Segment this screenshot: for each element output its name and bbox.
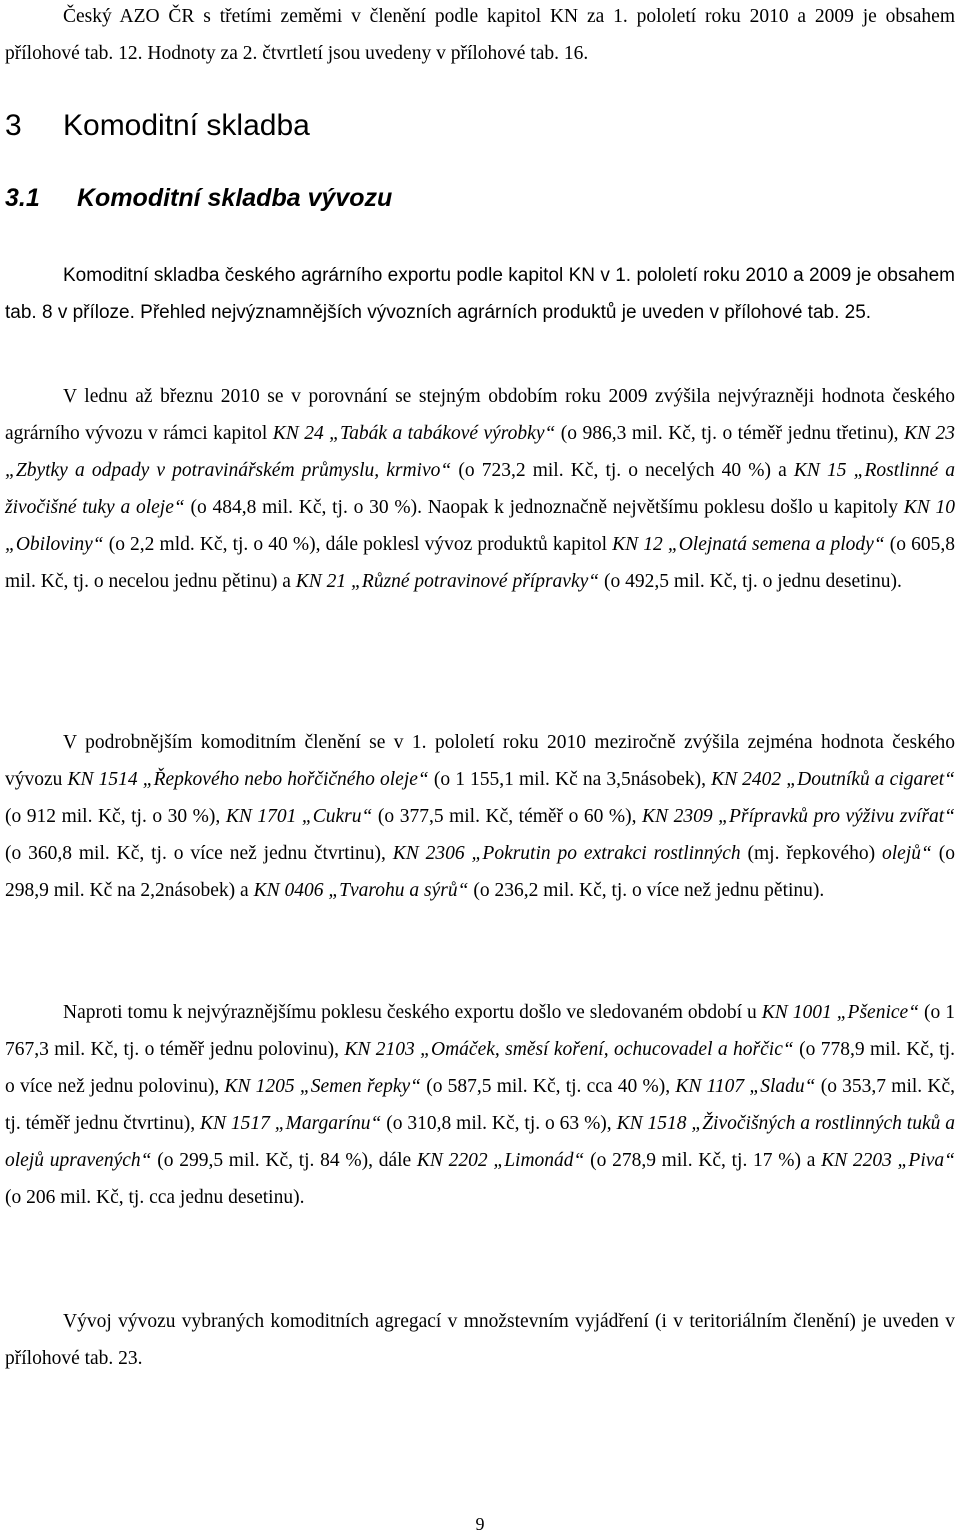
text-run: (o 723,2 mil. Kč, tj. o necelých 40 %) a <box>451 460 794 481</box>
text-run: (o 484,8 mil. Kč, tj. o 30 %). Naopak k jednoznačně největšímu poklesu došlo u kapitoly <box>184 497 904 518</box>
paragraph-volume-note <box>5 1303 955 1377</box>
commodity-ref: KN 10 „Obiloviny“ <box>5 497 956 555</box>
text-run: (mj. řepkového) <box>740 843 883 864</box>
commodity-ref: KN 1107 „Sladu“ <box>675 1076 816 1097</box>
page-number: 9 <box>475 1514 485 1534</box>
section-number: 3 <box>5 109 22 142</box>
text-run: V podrobnějším komoditním členění se v 1. pololetí roku 2010 meziročně zvýšila zejména hodnota českého vývozu <box>5 732 955 790</box>
intro-paragraph <box>5 0 955 72</box>
overview-text: Komoditní skladba českého agrárního exportu podle kapitol KN v 1. pololetí roku 2010 a 2009 je obsahem tab. 8 v příloze. Přehled nejvýznamnějších vývozních agrárních produktů je uveden v přílohové tab. 25. <box>5 265 955 323</box>
paragraph-overview <box>5 258 955 331</box>
subsection-heading <box>5 178 392 218</box>
commodity-ref: KN 1701 „Cukru“ <box>225 806 373 827</box>
commodity-ref: KN 2309 „Přípravků pro výživu zvířat“ <box>642 806 955 827</box>
text-run: (o 2,2 mld. Kč, tj. o 40 %), dále poklesl vývoz produktů kapitol <box>103 534 613 555</box>
text-run: (o 206 mil. Kč, tj. cca jednu desetinu). <box>5 1187 305 1208</box>
text-run: (o 1 767,3 mil. Kč, tj. o téměř jednu polovinu), <box>5 1002 955 1060</box>
text-run: (o 587,5 mil. Kč, tj. cca 40 %), <box>420 1076 676 1097</box>
section-title: Komoditní skladba <box>63 109 310 142</box>
commodity-ref: KN 2306 „Pokrutin po extrakci rostlinných <box>392 843 741 864</box>
text-run: (o 353,7 mil. Kč, tj. téměř jednu čtvrtinu), <box>5 1076 955 1134</box>
text-run: (o 377,5 mil. Kč, téměř o 60 %), <box>372 806 643 827</box>
paragraph-detailed-increase <box>5 724 955 909</box>
text-run: (o 492,5 mil. Kč, tj. o jednu desetinu). <box>599 571 902 592</box>
commodity-ref: KN 1205 „Semen řepky“ <box>224 1076 421 1097</box>
text-run: (o 298,9 mil. Kč na 2,2násobek) a <box>5 843 955 901</box>
text-run: (o 236,2 mil. Kč, tj. o více než jednu pětinu). <box>468 880 825 901</box>
subsection-title: Komoditní skladba vývozu <box>77 184 393 212</box>
commodity-ref: KN 24 „Tabák a tabákové výrobky“ <box>272 423 556 444</box>
intro-text: Český AZO ČR s třetími zeměmi v členění podle kapitol KN za 1. pololetí roku 2010 a 2009 je obsahem přílohové tab. 12. Hodnoty za 2. čtvrtletí jsou uvedeny v přílohové tab. 16. <box>5 6 955 64</box>
commodity-ref: KN 2203 „Piva“ <box>821 1150 955 1171</box>
commodity-ref: KN 1001 „Pšenice“ <box>761 1002 920 1023</box>
commodity-ref: KN 0406 „Tvarohu a sýrů“ <box>253 880 469 901</box>
text-run: (o 278,9 mil. Kč, tj. 17 %) a <box>584 1150 822 1171</box>
text-run: V lednu až březnu 2010 se v porovnání se stejným obdobím roku 2009 zvýšila nejvýrazněji hodnota českého agrárního vývozu v rámci kapitol <box>5 386 955 444</box>
subsection-number: 3.1 <box>5 184 40 212</box>
commodity-ref: olejů“ <box>882 843 932 864</box>
paragraph-detailed-decrease <box>5 994 955 1216</box>
volume-note-text: Vývoj vývozu vybraných komoditních agregací v množstevním vyjádření (i v teritoriálním členění) je uveden v přílohové tab. 23. <box>5 1311 955 1369</box>
commodity-ref: KN 2202 „Limonád“ <box>416 1150 585 1171</box>
commodity-ref: KN 1517 „Margarínu“ <box>200 1113 382 1134</box>
commodity-ref: KN 1518 „Živočišných a rostlinných tuků a olejů upravených“ <box>5 1113 956 1171</box>
text-run: (o 605,8 mil. Kč, tj. o necelou jednu pětinu) a <box>5 534 956 592</box>
text-run: (o 986,3 mil. Kč, tj. o téměř jednu třetinu), <box>555 423 905 444</box>
section-heading <box>5 104 310 148</box>
text-run: (o 1 155,1 mil. Kč na 3,5násobek), <box>428 769 712 790</box>
paragraph-q1-changes <box>5 378 955 600</box>
text-run: (o 778,9 mil. Kč, tj. o více než jednu polovinu), <box>5 1039 955 1097</box>
commodity-ref: KN 23 „Zbytky a odpady v potravinářském průmyslu, krmivo“ <box>5 423 956 481</box>
text-run: (o 912 mil. Kč, tj. o 30 %), <box>5 806 226 827</box>
commodity-ref: KN 12 „Olejnatá semena a plody“ <box>612 534 885 555</box>
commodity-ref: KN 2402 „Doutníků a cigaret“ <box>711 769 955 790</box>
commodity-ref: KN 1514 „Řepkového nebo hořčičného oleje“ <box>67 769 429 790</box>
commodity-ref: KN 2103 „Omáček, směsí koření, ochucovadel a hořčic“ <box>344 1039 794 1060</box>
commodity-ref: KN 15 „Rostlinné a živočišné tuky a oleje“ <box>5 460 955 518</box>
text-run: (o 299,5 mil. Kč, tj. 84 %), dále <box>151 1150 417 1171</box>
commodity-ref: KN 21 „Různé potravinové přípravky“ <box>295 571 600 592</box>
text-run: Naproti tomu k nejvýraznějšímu poklesu českého exportu došlo ve sledovaném období u <box>63 1002 762 1023</box>
text-run: (o 360,8 mil. Kč, tj. o více než jednu čtvrtinu), <box>5 843 393 864</box>
text-run: (o 310,8 mil. Kč, tj. o 63 %), <box>381 1113 617 1134</box>
